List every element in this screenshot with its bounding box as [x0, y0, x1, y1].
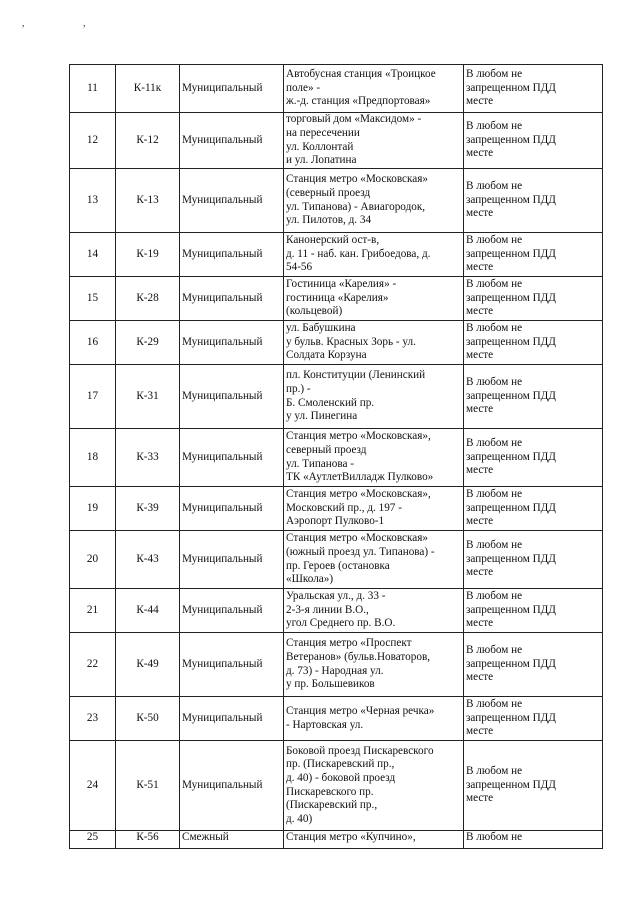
- route-type: Муниципальный: [180, 321, 284, 365]
- route-type: Муниципальный: [180, 741, 284, 831]
- route-code: К-49: [116, 633, 180, 697]
- routes-table-body: [70, 65, 603, 849]
- route-description: Канонерский ост-в, д. 11 - наб. кан. Грибоедова, д. 54-56: [284, 233, 464, 277]
- row-number: 14: [70, 233, 116, 277]
- route-code: К-56: [116, 831, 180, 849]
- route-code: К-51: [116, 741, 180, 831]
- route-description: Боковой проезд Пискаревского пр. (Пискаревский пр., д. 40) - боковой проезд Пискаревского пр. (Пискаревский пр., д. 40): [284, 741, 464, 831]
- stop-rule: В любом не запрещенном ПДД месте: [464, 487, 603, 531]
- route-code: К-31: [116, 365, 180, 429]
- stop-rule: В любом не запрещенном ПДД месте: [464, 531, 603, 589]
- route-description: Гостиница «Карелия» - гостиница «Карелия» (кольцевой): [284, 277, 464, 321]
- row-number: 19: [70, 487, 116, 531]
- route-description: торговый дом «Максидом» - на пересечении ул. Коллонтай и ул. Лопатина: [284, 113, 464, 169]
- table-row: [70, 531, 603, 589]
- stop-rule: В любом не запрещенном ПДД месте: [464, 365, 603, 429]
- row-number: 23: [70, 697, 116, 741]
- stop-rule: В любом не: [464, 831, 603, 849]
- route-code: К-33: [116, 429, 180, 487]
- table-row: [70, 233, 603, 277]
- route-description: Станция метро «Московская», Московский пр., д. 197 - Аэропорт Пулково-1: [284, 487, 464, 531]
- route-description: пл. Конституции (Ленинский пр.) - Б. Смоленский пр. у ул. Пинегина: [284, 365, 464, 429]
- table-row: [70, 321, 603, 365]
- table-row: [70, 365, 603, 429]
- route-code: К-13: [116, 169, 180, 233]
- row-number: 22: [70, 633, 116, 697]
- row-number: 12: [70, 113, 116, 169]
- route-code: К-43: [116, 531, 180, 589]
- route-description: ул. Бабушкина у бульв. Красных Зорь - ул. Солдата Корзуна: [284, 321, 464, 365]
- route-description: Станция метро «Проспект Ветеранов» (бульв.Новаторов, д. 73) - Народная ул. у пр. Большевиков: [284, 633, 464, 697]
- route-type: Смежный: [180, 831, 284, 849]
- route-type: Муниципальный: [180, 589, 284, 633]
- route-type: Муниципальный: [180, 233, 284, 277]
- stop-rule: В любом не запрещенном ПДД месте: [464, 233, 603, 277]
- table-row: [70, 487, 603, 531]
- stop-rule: В любом не запрещенном ПДД месте: [464, 113, 603, 169]
- stop-rule: В любом не запрещенном ПДД месте: [464, 321, 603, 365]
- table-row: [70, 697, 603, 741]
- route-type: Муниципальный: [180, 429, 284, 487]
- table-row: [70, 277, 603, 321]
- row-number: 20: [70, 531, 116, 589]
- row-number: 17: [70, 365, 116, 429]
- route-code: К-50: [116, 697, 180, 741]
- stop-rule: В любом не запрещенном ПДД месте: [464, 169, 603, 233]
- route-description: Станция метро «Московская» (южный проезд ул. Типанова) - пр. Героев (остановка «Школа»): [284, 531, 464, 589]
- route-type: Муниципальный: [180, 697, 284, 741]
- route-code: К-11к: [116, 65, 180, 113]
- route-description: Автобусная станция «Троицкое поле» - ж.-д. станция «Предпортовая»: [284, 65, 464, 113]
- route-type: Муниципальный: [180, 487, 284, 531]
- stop-rule: В любом не запрещенном ПДД месте: [464, 277, 603, 321]
- stop-rule: В любом не запрещенном ПДД месте: [464, 65, 603, 113]
- route-description: Станция метро «Московская», северный проезд ул. Типанова - ТК «АутлетВилладж Пулково»: [284, 429, 464, 487]
- stop-rule: В любом не запрещенном ПДД месте: [464, 633, 603, 697]
- route-type: Муниципальный: [180, 113, 284, 169]
- route-description: Уральская ул., д. 33 - 2-3-я линии В.О., угол Среднего пр. В.О.: [284, 589, 464, 633]
- row-number: 15: [70, 277, 116, 321]
- row-number: 13: [70, 169, 116, 233]
- route-code: К-12: [116, 113, 180, 169]
- route-code: К-44: [116, 589, 180, 633]
- stop-rule: В любом не запрещенном ПДД месте: [464, 429, 603, 487]
- scan-marks: , ,: [22, 18, 114, 29]
- table-row: [70, 65, 603, 113]
- route-type: Муниципальный: [180, 277, 284, 321]
- table-row: [70, 831, 603, 849]
- row-number: 24: [70, 741, 116, 831]
- row-number: 18: [70, 429, 116, 487]
- table-row: [70, 589, 603, 633]
- route-code: К-29: [116, 321, 180, 365]
- route-code: К-39: [116, 487, 180, 531]
- route-type: Муниципальный: [180, 531, 284, 589]
- table-row: [70, 633, 603, 697]
- table-row: [70, 741, 603, 831]
- row-number: 25: [70, 831, 116, 849]
- route-type: Муниципальный: [180, 633, 284, 697]
- route-description: Станция метро «Купчино»,: [284, 831, 464, 849]
- row-number: 11: [70, 65, 116, 113]
- route-type: Муниципальный: [180, 65, 284, 113]
- row-number: 16: [70, 321, 116, 365]
- route-type: Муниципальный: [180, 365, 284, 429]
- table-row: [70, 429, 603, 487]
- table-row: [70, 113, 603, 169]
- routes-table: [69, 64, 603, 849]
- route-description: Станция метро «Черная речка» - Нартовская ул.: [284, 697, 464, 741]
- route-code: К-28: [116, 277, 180, 321]
- stop-rule: В любом не запрещенном ПДД месте: [464, 697, 603, 741]
- route-description: Станция метро «Московская» (северный проезд ул. Типанова) - Авиагородок, ул. Пилотов, д. 34: [284, 169, 464, 233]
- row-number: 21: [70, 589, 116, 633]
- route-code: К-19: [116, 233, 180, 277]
- route-type: Муниципальный: [180, 169, 284, 233]
- table-row: [70, 169, 603, 233]
- stop-rule: В любом не запрещенном ПДД месте: [464, 589, 603, 633]
- stop-rule: В любом не запрещенном ПДД месте: [464, 741, 603, 831]
